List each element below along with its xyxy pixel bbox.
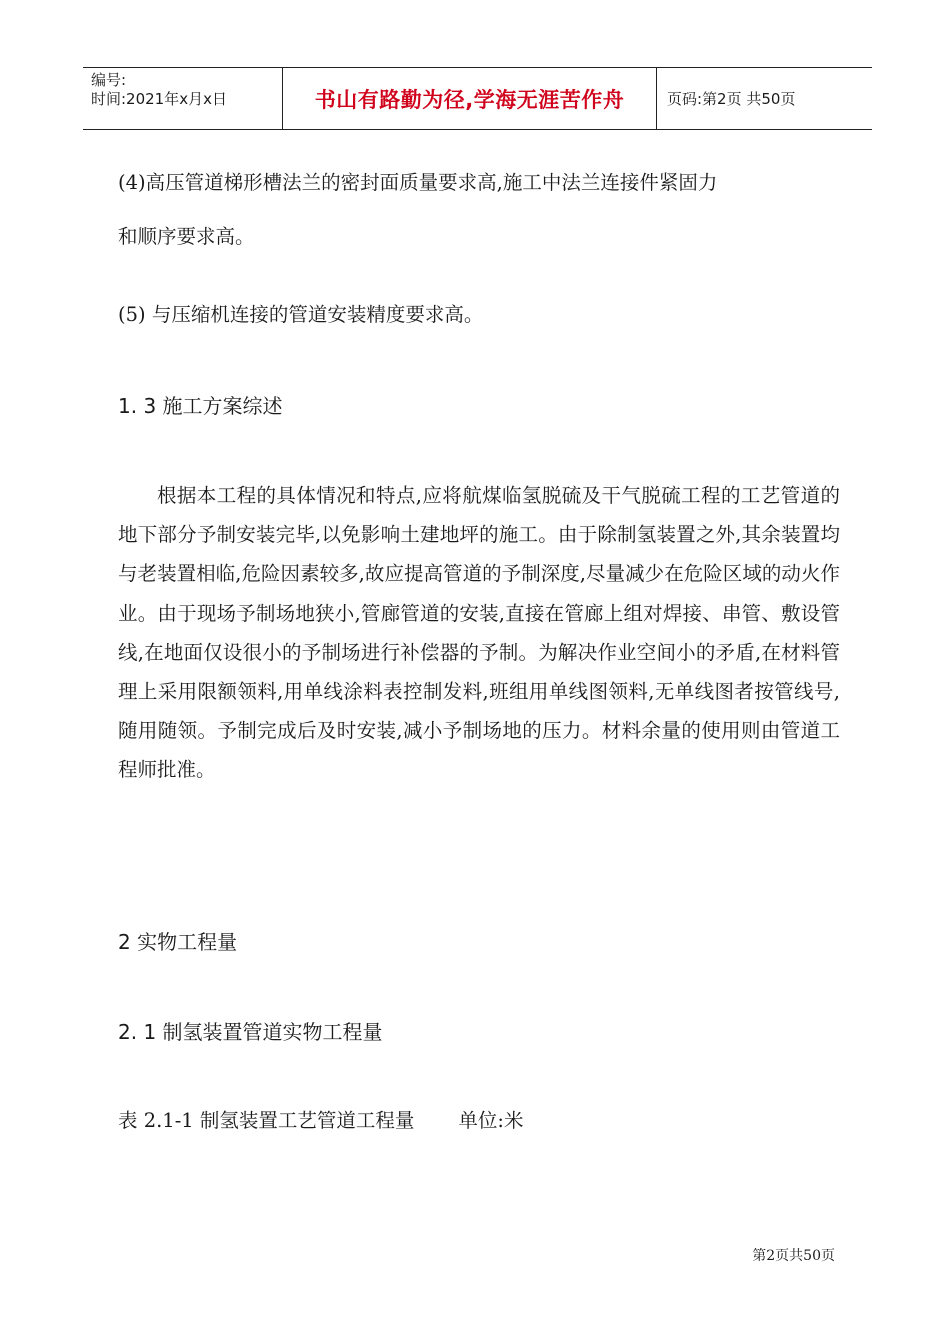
time-label: 时间:2021年x月x日: [91, 90, 227, 108]
table-caption: 表 2.1-1 制氢装置工艺管道工程量: [118, 1109, 415, 1132]
table-caption-line: [118, 1104, 838, 1138]
header-meta: [83, 68, 283, 129]
page-header: [83, 67, 872, 130]
page-footer: 第2页共50页: [752, 1248, 835, 1264]
item-4-line-2: 和顺序要求高。: [118, 225, 255, 248]
item-5: (5) 与压缩机连接的管道安装精度要求高。: [118, 303, 484, 326]
section-heading-1-3: 1. 3 施工方案综述: [118, 394, 283, 418]
item-4-line-1: (4)高压管道梯形槽法兰的密封面质量要求高,施工中法兰连接件紧固力: [118, 171, 718, 194]
section-heading-2-1: 2. 1 制氢装置管道实物工程量: [118, 1020, 383, 1044]
summary-paragraph: 根据本工程的具体情况和特点,应将航煤临氢脱硫及干气脱硫工程的工艺管道的地下部分予制安装完毕,以免影响土建地坪的施工。由于除制氢装置之外,其余装置均与老装置相临,危险因素较多,故应提高管道的予制深度,尽量减少在危险区域的动火作业。由于现场予制场地狭小,管廊管道的安装,直接在管廊上组对焊接、串管、敷设管线,在地面仅设很小的予制场进行补偿器的予制。为解决作业空间小的矛盾,在材料管理上采用限额领料,用单线涂料表控制发料,班组用单线图领料,无单线图者按管线号,随用随领。予制完成后及时安装,减小予制场地的压力。材料余量的使用则由管道工程师批准。: [118, 484, 840, 782]
table-unit: 单位:米: [458, 1109, 524, 1132]
header-page-info: 页码:第2页 共50页: [667, 90, 796, 108]
section-heading-2: 2 实物工程量: [118, 930, 238, 954]
code-label: 编号:: [91, 71, 127, 89]
header-motto: 书山有路勤为径,学海无涯苦作舟: [283, 68, 657, 129]
